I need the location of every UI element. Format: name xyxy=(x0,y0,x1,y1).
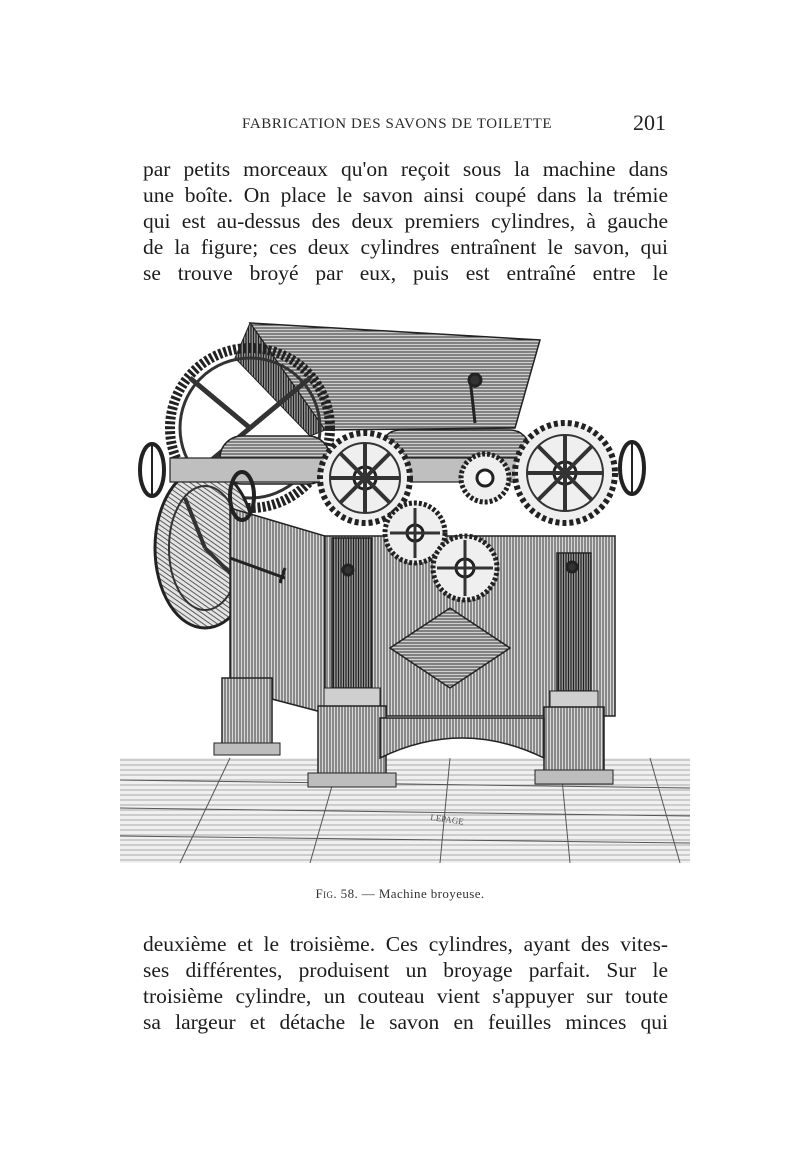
figure-caption xyxy=(0,886,800,902)
running-head xyxy=(140,112,670,142)
gear-middle-small xyxy=(461,454,509,502)
engraver-signature: LEPAGE xyxy=(429,812,465,827)
text-line: deuxième et le troisième. Ces cylindres, ayant des vites- xyxy=(143,932,668,956)
gear-right xyxy=(515,423,615,523)
machine-illustration xyxy=(110,318,690,878)
running-title: FABRICATION DES SAVONS DE TOILETTE xyxy=(242,116,553,132)
left-leg xyxy=(214,678,280,755)
hand-wheel-right xyxy=(620,442,644,494)
text-line: se trouve broyé par eux, puis est entraîné entre le xyxy=(143,261,668,285)
text-line: de la figure; ces deux cylindres entraînent le savon, qui xyxy=(143,235,668,259)
text-line: troisième cylindre, un couteau vient s'appuyer sur toute xyxy=(143,984,668,1008)
hand-wheel-left xyxy=(140,444,164,496)
text-line: ses différentes, produisent un broyage parfait. Sur le xyxy=(143,958,668,982)
base-arch xyxy=(380,718,544,758)
paragraph-bottom xyxy=(143,931,668,1035)
gear-lower-1 xyxy=(385,503,445,563)
text-line: qui est au-dessus des deux premiers cylindres, à gauche xyxy=(143,209,668,233)
caption-separator: — xyxy=(361,886,376,901)
figure-label: Fig. 58. xyxy=(315,886,359,901)
text-line: une boîte. On place le savon ainsi coupé dans la trémie xyxy=(143,183,668,207)
text-line: sa largeur et détache le savon en feuilles minces qui xyxy=(143,1010,668,1034)
paragraph-top xyxy=(143,156,668,286)
gear-lower-2 xyxy=(433,536,497,600)
text-line: par petits morceaux qu'on reçoit sous la machine dans xyxy=(143,157,668,181)
caption-text: Machine broyeuse. xyxy=(378,886,485,901)
page-number: 201 xyxy=(633,110,666,135)
machine-engraving xyxy=(110,318,690,878)
